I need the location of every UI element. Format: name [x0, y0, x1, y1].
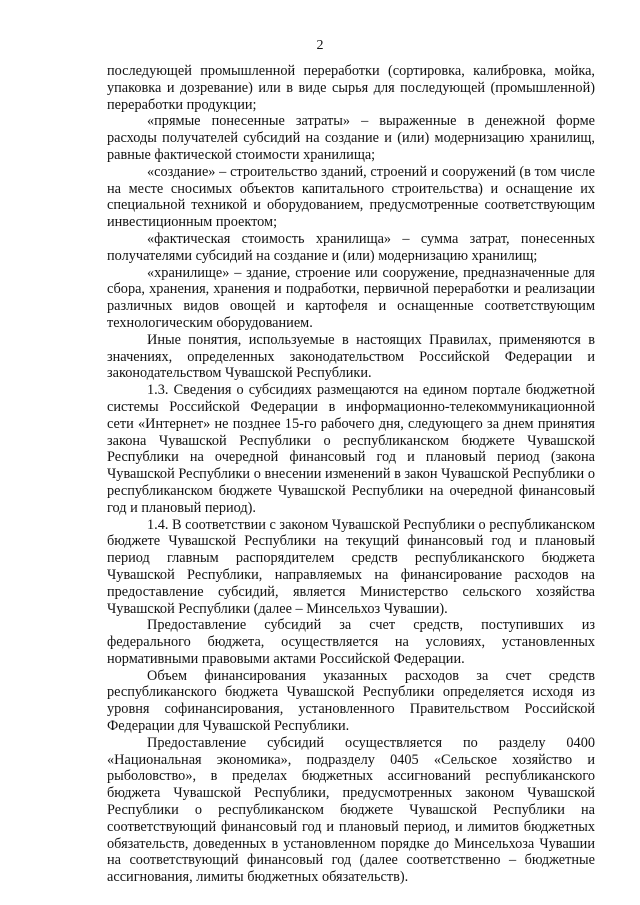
paragraph-budget-section: Предоставление субсидий осуществляется по разделу 0400 «Национальная экономика», подразделу 0405 «Сельское хозяйство и рыболовство», в пределах бюджетных ассигнований республиканского бюджета Чувашской Республики, предусмотренных законом Чувашской Республики о республиканском бюджете Чувашской Республики на соответствующий финансовый год и плановый период, и лимитов бюджетных обязательств, доведенных в установленном порядке до Минсельхоза Чувашии на соответствующий финансовый год (далее соответственно – бюджетные ассигнования, лимиты бюджетных обязательств).: [107, 734, 595, 886]
definition-creation: «создание» – строительство зданий, строений и сооружений (в том числе на месте сносимых объектов капитального строительства) и оснащение их специальной техникой и оборудованием, предусмотренные соответствующим инвестиционным проектом;: [107, 163, 595, 231]
definition-actual-cost: «фактическая стоимость хранилища» – сумма затрат, понесенных получателями субсидий на создание и (или) модернизацию хранилищ;: [107, 230, 595, 264]
paragraph-continuation: последующей промышленной переработки (сортировка, калибровка, мойка, упаковка и дозревание) или в виде сырья для последующей (промышленной) переработки продукции;: [107, 63, 595, 113]
page-number: 2: [316, 38, 324, 53]
paragraph-funding-volume: Объем финансирования указанных расходов за счет средств республиканского бюджета Чувашской Республики определяется исходя из уровня софинансирования, установленного Правительством Российской Федерации для Чувашской Республики.: [107, 667, 595, 735]
paragraph-other-terms: Иные понятия, используемые в настоящих Правилах, применяются в значениях, определенных законодательством Российской Федерации и законодательством Чувашской Республики.: [107, 331, 595, 382]
document-body: [107, 63, 595, 886]
definition-direct-costs: «прямые понесенные затраты» – выраженные в денежной форме расходы получателей субсидий на создание и (или) модернизацию хранилищ, равные фактической стоимости хранилища;: [107, 113, 595, 163]
definition-storage: «хранилище» – здание, строение или сооружение, предназначенные для сбора, хранения, хранения и подработки, первичной переработки и реализации различных видов овощей и картофеля и оснащенные соответствующим технологическим оборудованием.: [107, 264, 595, 331]
paragraph-federal-funds: Предоставление субсидий за счет средств, поступивших из федерального бюджета, осуществляется на условиях, установленных нормативными правовыми актами Российской Федерации.: [107, 617, 595, 667]
clause-1-4: 1.4. В соответствии с законом Чувашской Республики о республиканском бюджете Чувашской Республики на текущий финансовый год и плановый период главным распорядителем средств республиканского бюджета Чувашской Республики, направляемых на финансирование расходов на предоставление субсидий, является Министерство сельского хозяйства Чувашской Республики (далее – Минсельхоз Чувашии).: [107, 516, 595, 617]
clause-1-3: 1.3. Сведения о субсидиях размещаются на едином портале бюджетной системы Российской Федерации в информационно-телекоммуникационной сети «Интернет» не позднее 15-го рабочего дня, следующего за днем принятия закона Чувашской Республики о республиканском бюджете Чувашской Республики на очередной финансовый год и плановый период (закона Чувашской Республики о внесении изменений в закон Чувашской Республики о республиканском бюджете Чувашской Республики на очередной финансовый год и плановый период).: [107, 382, 595, 516]
